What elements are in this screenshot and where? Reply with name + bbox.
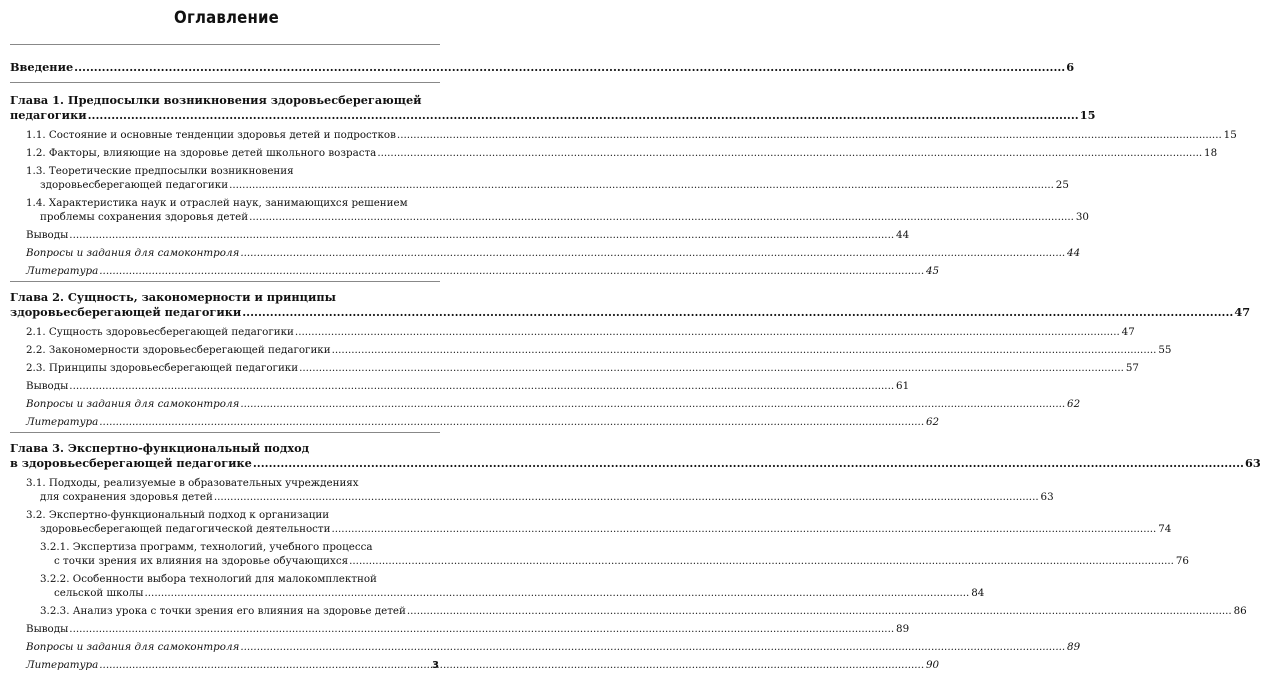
toc-page-number: 18	[1204, 146, 1218, 159]
toc-chapter-1[interactable]	[10, 92, 1096, 124]
toc-chapter-3[interactable]	[10, 440, 1261, 472]
toc-chapter-2[interactable]	[10, 289, 1251, 321]
toc-entry-label: в здоровьесберегающей педагогике	[10, 456, 252, 470]
leader-dots	[407, 604, 1232, 618]
toc-entry-label: Выводы	[26, 622, 69, 635]
toc-entry-literature[interactable]	[26, 658, 940, 672]
toc-entry-label: для сохранения здоровья детей	[40, 490, 213, 503]
toc-entry-3-2[interactable]	[26, 508, 1172, 536]
toc-chapter-2-entries	[10, 325, 1172, 429]
toc-chapter-3-entries	[10, 476, 1247, 618]
toc-entry-label: здоровьесберегающей педагогической деятельности	[40, 522, 331, 535]
leader-dots	[299, 361, 1124, 375]
toc-chapter-1-group	[10, 83, 1237, 282]
toc-entry-1-1[interactable]	[26, 128, 1237, 142]
chapter-title-line	[10, 456, 1261, 472]
page-title: Оглавление	[174, 8, 279, 28]
toc-entry-conclusions[interactable]	[10, 622, 910, 636]
toc-entry-label: здоровьесберегающей педагогики	[40, 178, 229, 191]
leader-dots	[240, 640, 1065, 654]
leader-dots	[253, 456, 1244, 472]
chapter-title-line	[10, 305, 1251, 321]
toc-entry-label: Литература	[26, 264, 99, 277]
toc-entry-conclusions[interactable]	[26, 379, 910, 393]
leader-dots	[240, 246, 1065, 260]
page-number: 3	[432, 660, 439, 671]
leader-dots	[74, 60, 1065, 76]
toc-entry-2-3[interactable]	[26, 361, 1139, 375]
toc-chapter-3-group	[10, 433, 1261, 672]
toc-entry-label: 3.2.3. Анализ урока с точки зрения его влияния на здоровье детей	[40, 604, 406, 617]
toc-entry-label: 2.2. Закономерности здоровьесберегающей педагогики	[26, 343, 331, 356]
toc-page-number: 44	[896, 228, 910, 241]
toc-entry-label: с точки зрения их влияния на здоровье обучающихся	[54, 554, 349, 567]
toc-chapter-2-group	[10, 282, 1251, 433]
leader-dots	[295, 325, 1120, 339]
toc-entry-label: 3.1. Подходы, реализуемые в образовательных учреждениях	[26, 476, 359, 489]
toc-page-number: 30	[1075, 210, 1089, 223]
toc-entry-3-1[interactable]	[26, 476, 1054, 504]
leader-dots	[397, 128, 1222, 142]
toc-chapter-3-closing	[10, 622, 1081, 672]
toc-page-number: 63	[1244, 456, 1261, 470]
toc-entry-label: 3.2. Экспертно-функциональный подход к организации	[26, 508, 330, 521]
toc-entry-label: педагогики	[10, 108, 87, 122]
toc-entry-intro[interactable]	[10, 60, 1075, 76]
leader-dots	[332, 343, 1157, 357]
toc-entry-label: 1.4. Характеристика наук и отраслей наук, занимающихся решением	[26, 196, 408, 209]
chapter-title-line: Глава 1. Предпосылки возникновения здоровьесберегающей	[10, 92, 422, 107]
toc-entry-continuation	[26, 490, 1054, 504]
toc-entry-label: 2.3. Принципы здоровьесберегающей педагогики	[26, 361, 299, 374]
toc-entry-3-2-3[interactable]	[26, 604, 1247, 618]
toc-page-number: 25	[1055, 178, 1069, 191]
toc-entry-literature[interactable]	[26, 264, 940, 278]
toc-entry-label: Вопросы и задания для самоконтроля	[26, 246, 240, 259]
leader-dots	[249, 210, 1074, 224]
toc-entry-3-2-2[interactable]	[26, 572, 985, 600]
toc-page-number: 45	[926, 264, 940, 277]
toc-entry-1-3[interactable]	[26, 164, 1069, 192]
toc-entry-label: 1.3. Теоретические предпосылки возникновения	[26, 164, 294, 177]
toc-page-number: 61	[896, 379, 910, 392]
leader-dots	[88, 108, 1079, 124]
toc-entry-continuation	[26, 522, 1172, 536]
leader-dots	[99, 658, 924, 672]
toc-page-number: 44	[1067, 246, 1081, 259]
toc-page-number: 74	[1158, 522, 1172, 535]
leader-dots	[242, 305, 1233, 321]
toc-entry-label: Выводы	[26, 228, 69, 241]
toc-entry-continuation	[26, 178, 1069, 192]
toc-page-number: 15	[1079, 108, 1096, 122]
toc-page-number: 89	[1067, 640, 1081, 653]
toc-entry-label: проблемы сохранения здоровья детей	[40, 210, 249, 223]
toc-page-number: 76	[1175, 554, 1189, 567]
leader-dots	[69, 379, 894, 393]
toc-page-number: 6	[1066, 60, 1075, 74]
toc-page-number: 63	[1040, 490, 1054, 503]
toc-entry-label: Вопросы и задания для самоконтроля	[26, 640, 240, 653]
leader-dots	[377, 146, 1202, 160]
leader-dots	[240, 397, 1065, 411]
toc-page-number: 84	[971, 586, 985, 599]
toc-entry-label: Введение	[10, 60, 74, 74]
toc-entry-continuation	[26, 210, 1089, 224]
toc-chapter-1-entries	[10, 128, 1237, 278]
toc-entry-label: 3.2.2. Особенности выбора технологий для малокомплектной	[40, 572, 377, 585]
toc-entry-questions[interactable]	[26, 640, 1081, 654]
toc-entry-label: 3.2.1. Экспертиза программ, технологий, учебного процесса	[40, 540, 373, 553]
leader-dots	[69, 622, 894, 636]
toc-page-number: 47	[1121, 325, 1135, 338]
leader-dots	[229, 178, 1054, 192]
title-divider	[10, 44, 440, 45]
toc-page-number: 90	[926, 658, 940, 671]
toc-intro-group	[10, 48, 1075, 83]
toc-entry-label: Вопросы и задания для самоконтроля	[26, 397, 240, 410]
toc-entry-label: 1.1. Состояние и основные тенденции здоровья детей и подростков	[26, 128, 396, 141]
chapter-title-line: Глава 2. Сущность, закономерности и принципы	[10, 289, 336, 304]
toc-page-number: 47	[1234, 305, 1251, 319]
leader-dots	[349, 554, 1174, 568]
toc-entry-label: 1.2. Факторы, влияющие на здоровье детей школьного возраста	[26, 146, 377, 159]
toc-entry-label: Литература	[26, 415, 99, 428]
toc-entry-label: здоровьесберегающей педагогики	[10, 305, 242, 319]
leader-dots	[99, 415, 924, 429]
toc-entry-label: Выводы	[26, 379, 69, 392]
toc-page-number: 15	[1223, 128, 1237, 141]
toc-entry-continuation	[40, 554, 1189, 568]
toc-page-number: 86	[1233, 604, 1247, 617]
toc-entry-conclusions[interactable]	[26, 228, 910, 242]
chapter-title-line	[10, 108, 1096, 124]
leader-dots	[69, 228, 894, 242]
toc-entry-3-2-1[interactable]	[26, 540, 1189, 568]
toc-entry-questions[interactable]	[26, 246, 1081, 260]
toc-entry-literature[interactable]	[26, 415, 940, 429]
toc-page-number: 55	[1158, 343, 1172, 356]
toc-page-number: 62	[926, 415, 940, 428]
toc-page-number: 62	[1067, 397, 1081, 410]
toc-entry-label: сельской школы	[54, 586, 144, 599]
leader-dots	[99, 264, 924, 278]
toc-page-number: 89	[896, 622, 910, 635]
leader-dots	[145, 586, 970, 600]
toc-entry-2-2[interactable]	[26, 343, 1172, 357]
toc-entry-2-1[interactable]	[26, 325, 1135, 339]
toc-entry-questions[interactable]	[26, 397, 1081, 411]
toc-entry-label: Литература	[26, 658, 99, 671]
leader-dots	[331, 522, 1156, 536]
toc-entry-1-4[interactable]	[26, 196, 1089, 224]
toc-entry-label: 2.1. Сущность здоровьесберегающей педагогики	[26, 325, 294, 338]
toc-entry-1-2[interactable]	[26, 146, 1218, 160]
leader-dots	[214, 490, 1039, 504]
chapter-title-line: Глава 3. Экспертно-функциональный подход	[10, 440, 310, 455]
table-of-contents	[10, 48, 1261, 672]
toc-page-number: 57	[1125, 361, 1139, 374]
toc-entry-continuation	[40, 586, 985, 600]
